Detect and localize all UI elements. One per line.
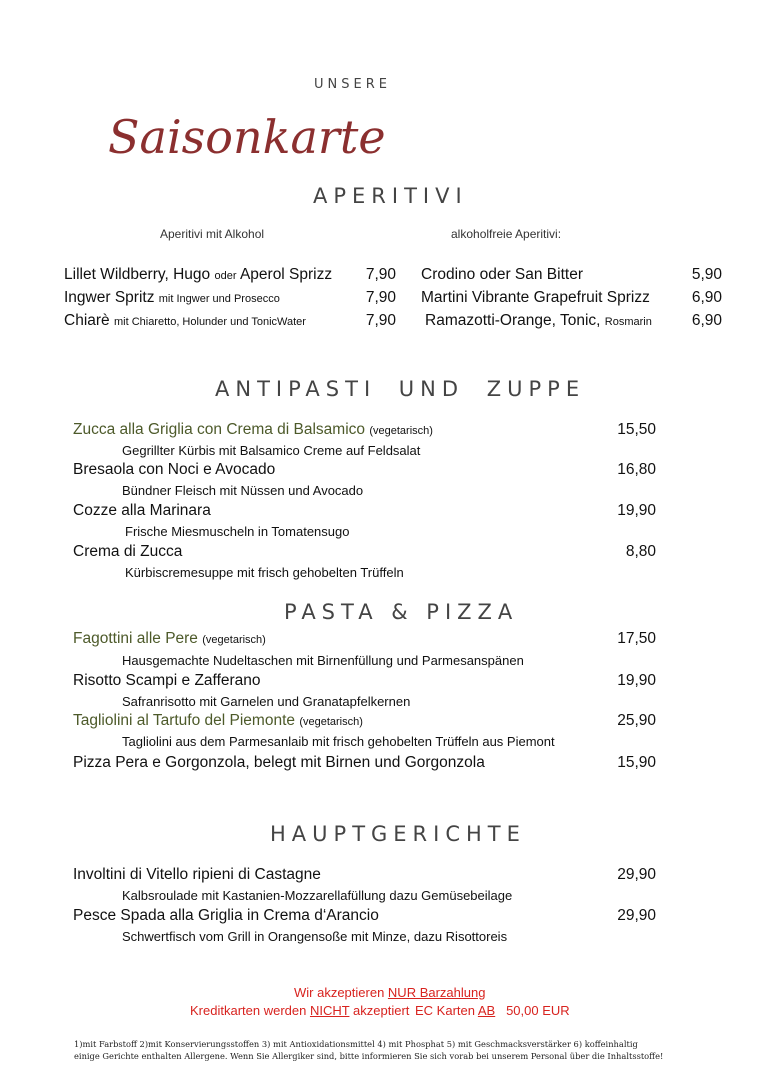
list-item: Crema di Zucca bbox=[73, 543, 183, 560]
list-item: Crodino oder San Bitter bbox=[421, 266, 583, 283]
price: 6,90 bbox=[691, 312, 722, 329]
price: 8,80 bbox=[625, 543, 656, 560]
pasta-heading: PASTA & PIZZA bbox=[284, 600, 519, 624]
item-description: Kalbsroulade mit Kastanien-Mozzarellafüllung dazu Gemüsebeilage bbox=[122, 888, 513, 903]
antipasti-heading: ANTIPASTI UND ZUPPE bbox=[215, 377, 586, 401]
saisonkarte-title: Saisonkarte bbox=[108, 110, 386, 164]
list-item: Involtini di Vitello ripieni di Castagne bbox=[73, 866, 321, 883]
list-item: Lillet Wildberry, Hugo oder Aperol Sprizz bbox=[64, 266, 333, 283]
col-alcoholfree-label: alkoholfreie Aperitivi: bbox=[451, 227, 562, 241]
price: 15,50 bbox=[617, 421, 656, 438]
list-item: Ramazotti-Orange, Tonic, Rosmarin bbox=[425, 312, 652, 329]
unsere-label: UNSERE bbox=[314, 77, 391, 92]
item-description: Hausgemachte Nudeltaschen mit Birnenfüllung und Parmesanspänen bbox=[122, 653, 524, 668]
payment-notice-cash: Wir akzeptieren NUR Barzahlung bbox=[294, 985, 486, 1000]
price: 17,50 bbox=[617, 630, 656, 647]
haupt-heading: HAUPTGERICHTE bbox=[270, 822, 526, 846]
price: 5,90 bbox=[691, 266, 722, 283]
list-item: Zucca alla Griglia con Crema di Balsamico (vegetarisch) bbox=[73, 421, 433, 438]
price: 29,90 bbox=[617, 866, 656, 883]
item-description: Schwertfisch vom Grill in Orangensoße mit Minze, dazu Risottoreis bbox=[122, 929, 508, 944]
item-description: Gegrillter Kürbis mit Balsamico Creme auf Feldsalat bbox=[122, 443, 421, 458]
list-item: Chiarè mit Chiaretto, Holunder und TonicWater bbox=[64, 312, 306, 329]
list-item: Tagliolini al Tartufo del Piemonte (vegetarisch) bbox=[73, 712, 363, 729]
col-alcohol-label: Aperitivi mit Alkohol bbox=[160, 227, 265, 241]
item-description: Safranrisotto mit Garnelen und Granatapfelkernen bbox=[122, 694, 411, 709]
list-item: Bresaola con Noci e Avocado bbox=[73, 461, 276, 478]
list-item: Ingwer Spritz mit Ingwer und Prosecco bbox=[64, 289, 280, 306]
footnote-allergens: einige Gerichte enthalten Allergene. Wenn Sie Allergiker sind, bitte informieren Sie sich vorab bei unserem Personal über die Inhaltsstoffe! bbox=[74, 1051, 664, 1061]
item-description: Frische Miesmuscheln in Tomatensugo bbox=[125, 524, 350, 539]
price: 7,90 bbox=[365, 289, 396, 306]
list-item: Risotto Scampi e Zafferano bbox=[73, 672, 261, 689]
list-item: Cozze alla Marinara bbox=[73, 502, 211, 519]
price: 19,90 bbox=[617, 672, 656, 689]
item-description: Kürbiscremesuppe mit frisch gehobelten Trüffeln bbox=[125, 565, 404, 580]
list-item: Fagottini alle Pere (vegetarisch) bbox=[73, 630, 266, 647]
price: 29,90 bbox=[617, 907, 656, 924]
price: 15,90 bbox=[617, 754, 656, 771]
price: 16,80 bbox=[617, 461, 656, 478]
list-item: Martini Vibrante Grapefruit Sprizz bbox=[421, 289, 650, 306]
payment-notice-cards: Kreditkarten werden NICHT akzeptiert bbox=[190, 1003, 410, 1018]
list-item: Pizza Pera e Gorgonzola, belegt mit Birnen und Gorgonzola bbox=[73, 754, 485, 771]
price: 7,90 bbox=[365, 266, 396, 283]
price: 6,90 bbox=[691, 289, 722, 306]
item-description: Bündner Fleisch mit Nüssen und Avocado bbox=[122, 483, 364, 498]
price: 25,90 bbox=[617, 712, 656, 729]
item-description: Tagliolini aus dem Parmesanlaib mit frisch gehobelten Trüffeln aus Piemont bbox=[122, 734, 555, 749]
footnote-additives: 1)mit Farbstoff 2)mit Konservierungsstoffen 3) mit Antioxidationsmittel 4) mit Phosphat 5) mit Geschmacksverstärker 6) koffeinhaltig bbox=[74, 1039, 638, 1049]
list-item: Pesce Spada alla Griglia in Crema d‘Arancio bbox=[73, 907, 379, 924]
aperitivi-heading: APERITIVI bbox=[313, 184, 468, 208]
payment-notice-ec: EC Karten AB 50,00 EUR bbox=[415, 1003, 570, 1018]
price: 7,90 bbox=[365, 312, 396, 329]
price: 19,90 bbox=[617, 502, 656, 519]
